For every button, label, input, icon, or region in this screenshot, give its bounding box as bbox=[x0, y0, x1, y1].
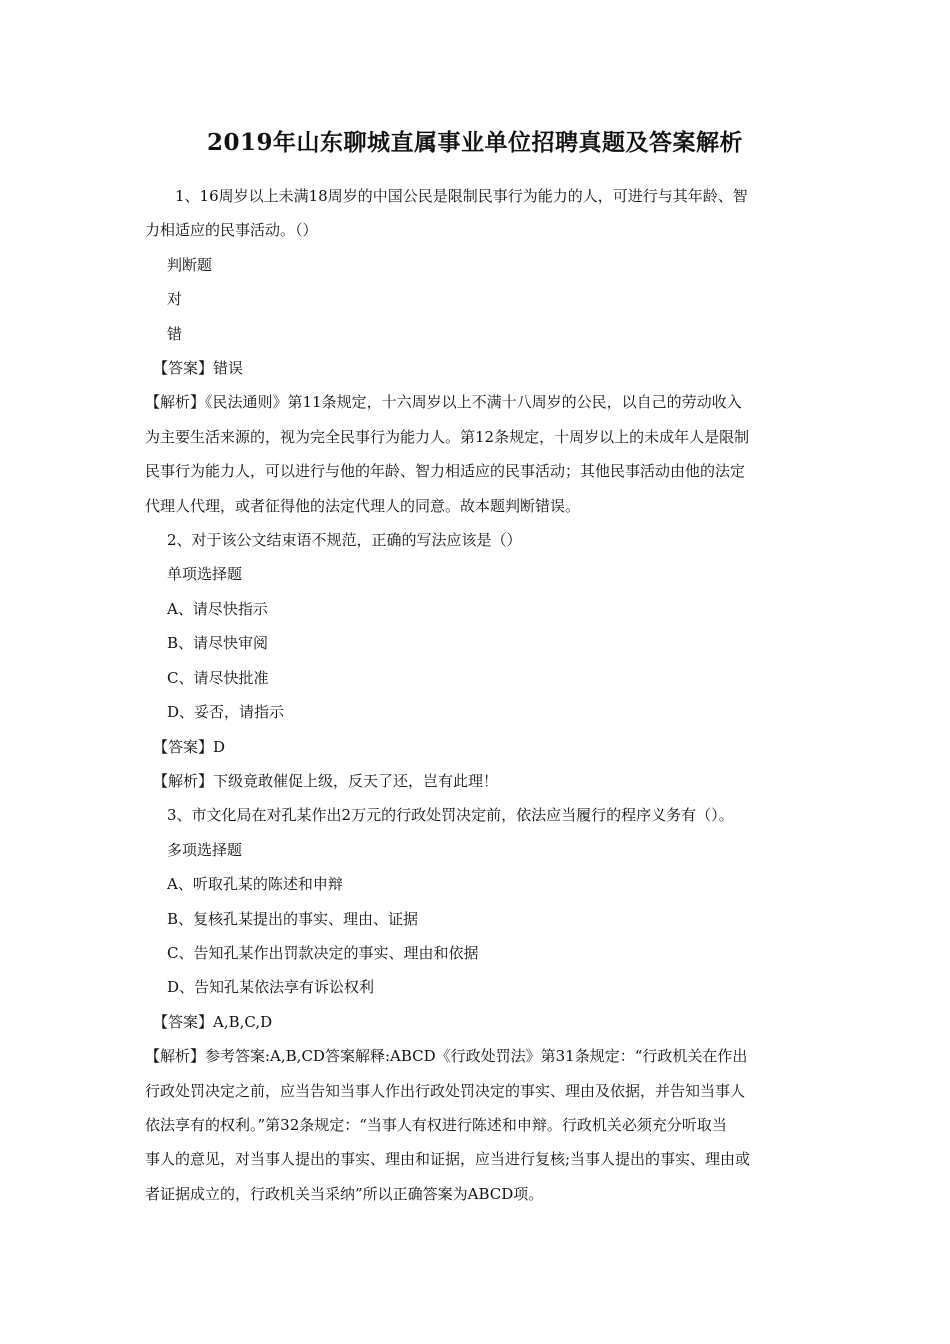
answer-line: 【答案】D bbox=[153, 737, 226, 756]
option-b: B、复核孔某提出的事实、理由、证据 bbox=[167, 909, 419, 928]
analysis-line: 依法享有的权利。”第32条规定：“当事人有权进行陈述和申辩。行政机关必须充分听取当 bbox=[145, 1115, 727, 1134]
question-type: 多项选择题 bbox=[167, 840, 243, 859]
analysis-line: 【解析】下级竟敢催促上级，反天了还，岂有此理！ bbox=[153, 771, 499, 790]
question-type: 判断题 bbox=[167, 255, 213, 274]
question-type: 单项选择题 bbox=[167, 565, 243, 584]
text-line: 1、16周岁以上未满18周岁的中国公民是限制民事行为能力的人，可进行与其年龄、智 bbox=[175, 187, 748, 205]
option-a: A、听取孔某的陈述和申辩 bbox=[167, 875, 343, 894]
analysis-line: 【解析】《民法通则》第11条规定，十六周岁以上不满十八周岁的公民，以自己的劳动收入 bbox=[145, 393, 742, 412]
option-d: D、妥否，请指示 bbox=[167, 703, 285, 722]
answer-line: 【答案】A,B,C,D bbox=[153, 1012, 273, 1031]
option-d: D、告知孔某依法享有诉讼权利 bbox=[167, 978, 375, 997]
option-c: C、告知孔某作出罚款决定的事实、理由和依据 bbox=[167, 943, 479, 962]
option-b: B、请尽快审阅 bbox=[167, 634, 269, 653]
analysis-line: 代理人代理，或者征得他的法定代理人的同意。故本题判断错误。 bbox=[145, 496, 581, 515]
document-body bbox=[145, 179, 809, 1211]
text-line: 力相适应的民事活动。（） bbox=[145, 221, 318, 240]
analysis-line: 民事行为能力人，可以进行与他的年龄、智力相适应的民事活动；其他民事活动由他的法定 bbox=[145, 462, 746, 481]
analysis-line: 事人的意见，对当事人提出的事实、理由和证据，应当进行复核;当事人提出的事实、理由或 bbox=[145, 1150, 751, 1169]
question-line: 3、市文化局在对孔某作出2万元的行政处罚决定前，依法应当履行的程序义务有（）。 bbox=[167, 806, 734, 825]
option-c: C、请尽快批准 bbox=[167, 668, 269, 687]
option-true: 对 bbox=[167, 290, 183, 309]
analysis-line: 行政处罚决定之前，应当告知当事人作出行政处罚决定的事实、理由及依据，并告知当事人 bbox=[145, 1081, 746, 1100]
answer-line: 【答案】错误 bbox=[153, 359, 244, 378]
analysis-line: 【解析】参考答案:A,B,CD答案解释:ABCD《行政处罚法》第31条规定：“行政机关在作出 bbox=[145, 1047, 748, 1066]
analysis-line: 者证据成立的，行政机关当采纳”所以正确答案为ABCD项。 bbox=[145, 1184, 544, 1203]
option-false: 错 bbox=[167, 324, 183, 343]
option-a: A、请尽快指示 bbox=[167, 599, 268, 618]
analysis-line: 为主要生活来源的，视为完全民事行为能力人。第12条规定，十周岁以上的未成年人是限制 bbox=[145, 427, 750, 446]
page-title: 2019年山东聊城直属事业单位招聘真题及答案解析 bbox=[206, 129, 743, 156]
question-line: 2、对于该公文结束语不规范，正确的写法应该是（） bbox=[167, 531, 522, 550]
